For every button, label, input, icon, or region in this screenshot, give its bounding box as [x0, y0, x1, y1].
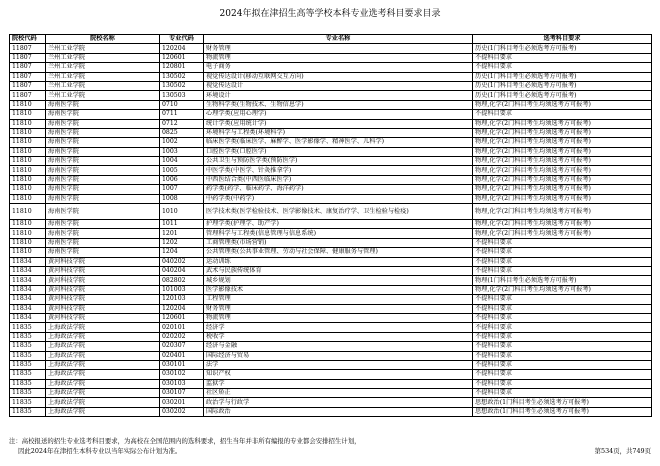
cell-major-code: 120801 [160, 63, 204, 72]
cell-school-name: 上海政法学院 [46, 332, 160, 341]
table-row [10, 81, 652, 90]
cell-requirement: 不提科目要求 [473, 295, 652, 304]
cell-school-code: 11810 [10, 229, 46, 238]
cell-school-name: 黄河科技学院 [46, 285, 160, 294]
cell-major-code: 1010 [160, 204, 204, 220]
cell-major-code: 020307 [160, 342, 204, 351]
cell-requirement: 物理,化学(2门科目考生均须选考方可报考) [473, 119, 652, 128]
cell-requirement: 思想政治(1门科目考生必须选考方可报考) [473, 407, 652, 416]
cell-major-code: 030202 [160, 407, 204, 416]
header-school-code: 院校代码 [10, 35, 46, 44]
cell-school-code: 11835 [10, 379, 46, 388]
cell-major-code: 082802 [160, 276, 204, 285]
cell-school-code: 11834 [10, 313, 46, 322]
cell-school-code: 11835 [10, 407, 46, 416]
cell-school-name: 海南医学院 [46, 248, 160, 257]
cell-major-name: 运动训练 [204, 257, 473, 266]
cell-school-name: 海南医学院 [46, 138, 160, 147]
cell-requirement: 物理,化学(2门科目考生均须选考方可报考) [473, 194, 652, 203]
cell-requirement: 不提科目要求 [473, 351, 652, 360]
cell-requirement: 不提科目要求 [473, 370, 652, 379]
cell-school-name: 上海政法学院 [46, 342, 160, 351]
cell-major-name: 国际政治 [204, 407, 473, 416]
cell-major-name: 口腔医学类(口腔医学) [204, 147, 473, 156]
cell-major-code: 1204 [160, 248, 204, 257]
cell-major-code: 1004 [160, 157, 204, 166]
cell-school-name: 兰州工业学院 [46, 81, 160, 90]
table-row [10, 53, 652, 62]
cell-major-name: 城乡规划 [204, 276, 473, 285]
cell-major-name: 政治学与行政学 [204, 398, 473, 407]
cell-major-name: 药学类(药学、临床药学、海洋药学) [204, 185, 473, 194]
table-row [10, 398, 652, 407]
cell-major-code: 1011 [160, 220, 204, 229]
table-row [10, 138, 652, 147]
cell-major-name: 统计学类(应用统计学) [204, 119, 473, 128]
cell-school-code: 11835 [10, 389, 46, 398]
cell-major-name: 监狱学 [204, 379, 473, 388]
cell-major-name: 管理科学与工程类(信息管理与信息系统) [204, 229, 473, 238]
cell-major-code: 030103 [160, 379, 204, 388]
cell-school-code: 11810 [10, 185, 46, 194]
cell-school-name: 黄河科技学院 [46, 257, 160, 266]
cell-school-code: 11834 [10, 295, 46, 304]
table-row [10, 100, 652, 109]
cell-major-name: 社区矫正 [204, 389, 473, 398]
cell-school-code: 11807 [10, 53, 46, 62]
cell-school-code: 11835 [10, 370, 46, 379]
cell-school-name: 上海政法学院 [46, 360, 160, 369]
cell-major-code: 0711 [160, 110, 204, 119]
cell-school-name: 上海政法学院 [46, 407, 160, 416]
cell-school-code: 11810 [10, 220, 46, 229]
cell-major-code: 030107 [160, 389, 204, 398]
footer-note-line-2: 因此2024年在津招生本科专业以当年实际公布计划为准。 [18, 447, 182, 455]
table-row [10, 285, 652, 294]
cell-major-code: 130503 [160, 91, 204, 100]
cell-major-name: 法学 [204, 360, 473, 369]
cell-major-code: 040202 [160, 257, 204, 266]
header-major-code: 专业代码 [160, 35, 204, 44]
cell-school-code: 11810 [10, 166, 46, 175]
cell-school-code: 11835 [10, 360, 46, 369]
cell-school-name: 海南医学院 [46, 119, 160, 128]
cell-major-name: 物流管理 [204, 313, 473, 322]
cell-major-code: 1003 [160, 147, 204, 156]
cell-major-code: 0825 [160, 128, 204, 137]
cell-major-name: 中西医结合类(中西医临床医学) [204, 175, 473, 184]
cell-major-name: 环境科学与工程类(环境科学) [204, 128, 473, 137]
cell-major-code: 1008 [160, 194, 204, 203]
cell-requirement: 不提科目要求 [473, 323, 652, 332]
cell-school-code: 11835 [10, 332, 46, 341]
table-row [10, 304, 652, 313]
cell-school-code: 11835 [10, 323, 46, 332]
cell-major-code: 101003 [160, 285, 204, 294]
cell-major-name: 经济学 [204, 323, 473, 332]
cell-school-code: 11807 [10, 63, 46, 72]
cell-major-code: 030102 [160, 370, 204, 379]
cell-major-code: 130502 [160, 81, 204, 90]
table-row [10, 257, 652, 266]
cell-requirement: 不提科目要求 [473, 110, 652, 119]
cell-school-name: 上海政法学院 [46, 323, 160, 332]
footer-note-line-1: 注：高校报送的招生专业选考科目要求，为高校在全国范围内的选科要求，招生当年并非所有编报的专业都会安排招生计划， [9, 437, 361, 445]
cell-requirement: 不提科目要求 [473, 53, 652, 62]
cell-major-code: 1005 [160, 166, 204, 175]
cell-major-name: 临床医学类(临床医学、麻醉学、医学影像学、精神医学、儿科学) [204, 138, 473, 147]
cell-major-code: 1201 [160, 229, 204, 238]
table-row [10, 313, 652, 322]
cell-requirement: 物理,化学(2门科目考生均须选考方可报考) [473, 166, 652, 175]
document-title: 2024年拟在津招生高等学校本科专业选考科目要求目录 [219, 9, 441, 19]
cell-school-name: 海南医学院 [46, 204, 160, 220]
table-row [10, 175, 652, 184]
cell-school-name: 黄河科技学院 [46, 276, 160, 285]
cell-school-name: 海南医学院 [46, 194, 160, 203]
table-row [10, 370, 652, 379]
cell-school-code: 11810 [10, 175, 46, 184]
cell-major-name: 财务管理 [204, 44, 473, 53]
cell-school-code: 11810 [10, 138, 46, 147]
page-number: 第534页，共749页 [594, 447, 651, 455]
cell-major-code: 1202 [160, 238, 204, 247]
cell-school-name: 黄河科技学院 [46, 304, 160, 313]
table-row [10, 110, 652, 119]
header-requirement: 选考科目要求 [473, 35, 652, 44]
cell-requirement: 物理,化学(2门科目考生均须选考方可报考) [473, 147, 652, 156]
cell-requirement: 不提科目要求 [473, 313, 652, 322]
cell-requirement: 不提科目要求 [473, 63, 652, 72]
cell-school-code: 11810 [10, 157, 46, 166]
cell-major-name: 视觉传达设计(移动互联网交互方向) [204, 72, 473, 81]
cell-major-name: 中药学类(中药学) [204, 194, 473, 203]
header-major-name: 专业名称 [204, 35, 473, 44]
cell-major-name: 生物科学类(生物技术、生物信息学) [204, 100, 473, 109]
cell-major-code: 030101 [160, 360, 204, 369]
cell-requirement: 思想政治(1门科目考生必须选考方可报考) [473, 398, 652, 407]
cell-school-code: 11834 [10, 266, 46, 275]
cell-requirement: 不提科目要求 [473, 360, 652, 369]
cell-school-name: 上海政法学院 [46, 370, 160, 379]
cell-major-code: 120204 [160, 304, 204, 313]
cell-major-code: 040204 [160, 266, 204, 275]
table-row [10, 238, 652, 247]
cell-major-name: 电子商务 [204, 63, 473, 72]
cell-major-code: 020401 [160, 351, 204, 360]
cell-requirement: 物理,化学(2门科目考生均须选考方可报考) [473, 175, 652, 184]
table-row [10, 220, 652, 229]
cell-school-code: 11807 [10, 81, 46, 90]
cell-requirement: 物理,化学(2门科目考生均须选考方可报考) [473, 220, 652, 229]
cell-major-name: 护理学类(护理学、助产学) [204, 220, 473, 229]
table-row [10, 295, 652, 304]
table-row [10, 194, 652, 203]
cell-major-name: 国际经济与贸易 [204, 351, 473, 360]
cell-requirement: 物理,化学(2门科目考生均须选考方可报考) [473, 157, 652, 166]
cell-requirement: 物理,化学(2门科目考生均须选考方可报考) [473, 285, 652, 294]
cell-school-name: 上海政法学院 [46, 398, 160, 407]
cell-school-name: 海南医学院 [46, 100, 160, 109]
table-row [10, 276, 652, 285]
cell-major-name: 心理学类(应用心理学) [204, 110, 473, 119]
cell-requirement: 物理(1门科目考生必须选考方可报考) [473, 276, 652, 285]
cell-school-code: 11810 [10, 204, 46, 220]
cell-major-code: 1007 [160, 185, 204, 194]
cell-school-name: 海南医学院 [46, 185, 160, 194]
cell-major-code: 120601 [160, 53, 204, 62]
table-row [10, 119, 652, 128]
cell-school-code: 11810 [10, 194, 46, 203]
cell-school-name: 兰州工业学院 [46, 91, 160, 100]
cell-requirement: 不提科目要求 [473, 238, 652, 247]
cell-major-name: 物流管理 [204, 53, 473, 62]
cell-requirement: 物理,化学(2门科目考生均须选考方可报考) [473, 185, 652, 194]
cell-requirement: 不提科目要求 [473, 257, 652, 266]
cell-school-name: 海南医学院 [46, 147, 160, 156]
cell-school-code: 11810 [10, 147, 46, 156]
cell-major-name: 医学影像技术 [204, 285, 473, 294]
cell-school-code: 11807 [10, 91, 46, 100]
cell-school-code: 11834 [10, 257, 46, 266]
cell-school-code: 11810 [10, 110, 46, 119]
cell-major-code: 020101 [160, 323, 204, 332]
cell-major-code: 120103 [160, 295, 204, 304]
table-row [10, 204, 652, 220]
cell-major-name: 税收学 [204, 332, 473, 341]
cell-school-code: 11810 [10, 248, 46, 257]
table-row [10, 44, 652, 53]
cell-requirement: 物理,化学(2门科目考生均须选考方可报考) [473, 138, 652, 147]
cell-requirement: 历史(1门科目考生必须选考方可报考) [473, 81, 652, 90]
cell-major-name: 工程管理 [204, 295, 473, 304]
cell-requirement: 历史(1门科目考生必须选考方可报考) [473, 91, 652, 100]
cell-major-code: 120601 [160, 313, 204, 322]
cell-school-name: 兰州工业学院 [46, 72, 160, 81]
cell-major-code: 0712 [160, 119, 204, 128]
cell-major-name: 知识产权 [204, 370, 473, 379]
cell-requirement: 不提科目要求 [473, 304, 652, 313]
table-row [10, 185, 652, 194]
cell-school-code: 11810 [10, 100, 46, 109]
table-row [10, 389, 652, 398]
cell-school-name: 海南医学院 [46, 229, 160, 238]
cell-school-name: 海南医学院 [46, 238, 160, 247]
cell-major-code: 0710 [160, 100, 204, 109]
cell-school-code: 11807 [10, 72, 46, 81]
cell-requirement: 物理,化学(2门科目考生均须选考方可报考) [473, 204, 652, 220]
cell-requirement: 历史(1门科目考生必须选考方可报考) [473, 72, 652, 81]
cell-major-name: 武术与民族传统体育 [204, 266, 473, 275]
cell-requirement: 物理,化学(2门科目考生均须选考方可报考) [473, 128, 652, 137]
cell-school-code: 11835 [10, 351, 46, 360]
cell-school-code: 11834 [10, 304, 46, 313]
cell-school-name: 黄河科技学院 [46, 313, 160, 322]
cell-school-name: 兰州工业学院 [46, 63, 160, 72]
cell-major-name: 环境设计 [204, 91, 473, 100]
cell-school-code: 11810 [10, 238, 46, 247]
table-row [10, 379, 652, 388]
table-row [10, 72, 652, 81]
cell-school-code: 11810 [10, 128, 46, 137]
cell-major-name: 公共管理类(公共事业管理、劳动与社会保障、健康服务与管理) [204, 248, 473, 257]
cell-requirement: 物理,化学(2门科目考生均须选考方可报考) [473, 229, 652, 238]
cell-school-name: 海南医学院 [46, 175, 160, 184]
table-row [10, 360, 652, 369]
cell-major-code: 020202 [160, 332, 204, 341]
cell-school-code: 11834 [10, 276, 46, 285]
cell-requirement: 不提科目要求 [473, 342, 652, 351]
table-row [10, 342, 652, 351]
cell-major-code: 1002 [160, 138, 204, 147]
table-row [10, 332, 652, 341]
table-row [10, 91, 652, 100]
header-school-name: 院校名称 [46, 35, 160, 44]
table-row [10, 266, 652, 275]
cell-major-name: 工商管理类(市场营销) [204, 238, 473, 247]
table-row [10, 166, 652, 175]
table-row [10, 351, 652, 360]
cell-school-code: 11807 [10, 44, 46, 53]
cell-requirement: 不提科目要求 [473, 332, 652, 341]
table-row [10, 128, 652, 137]
cell-school-name: 海南医学院 [46, 220, 160, 229]
cell-school-name: 兰州工业学院 [46, 53, 160, 62]
cell-requirement: 不提科目要求 [473, 389, 652, 398]
cell-school-name: 海南医学院 [46, 110, 160, 119]
table-row [10, 229, 652, 238]
cell-school-name: 上海政法学院 [46, 351, 160, 360]
table-body [10, 44, 652, 417]
cell-major-code: 120204 [160, 44, 204, 53]
requirements-table [9, 34, 652, 417]
cell-school-name: 海南医学院 [46, 166, 160, 175]
cell-school-name: 海南医学院 [46, 128, 160, 137]
cell-school-name: 兰州工业学院 [46, 44, 160, 53]
cell-major-code: 030201 [160, 398, 204, 407]
cell-major-code: 130502 [160, 72, 204, 81]
cell-school-name: 上海政法学院 [46, 379, 160, 388]
cell-requirement: 不提科目要求 [473, 248, 652, 257]
table-row [10, 63, 652, 72]
cell-major-name: 财务管理 [204, 304, 473, 313]
cell-requirement: 不提科目要求 [473, 379, 652, 388]
cell-school-name: 黄河科技学院 [46, 295, 160, 304]
cell-school-code: 11835 [10, 398, 46, 407]
cell-major-name: 医学技术类(医学检验技术、医学影像技术、康复治疗学、卫生检验与检疫) [204, 204, 473, 220]
table-row [10, 147, 652, 156]
cell-major-name: 经济与金融 [204, 342, 473, 351]
cell-requirement: 历史(1门科目考生必须选考方可报考) [473, 44, 652, 53]
cell-school-name: 黄河科技学院 [46, 266, 160, 275]
cell-major-name: 中医学类(中医学、针灸推拿学) [204, 166, 473, 175]
table-row [10, 157, 652, 166]
table-header-row [10, 35, 652, 44]
cell-school-code: 11834 [10, 285, 46, 294]
cell-major-code: 1006 [160, 175, 204, 184]
cell-major-name: 视觉传达设计 [204, 81, 473, 90]
table-row [10, 248, 652, 257]
footer-note [9, 436, 651, 456]
cell-requirement: 不提科目要求 [473, 266, 652, 275]
table-row [10, 407, 652, 416]
cell-school-code: 11835 [10, 342, 46, 351]
cell-school-code: 11810 [10, 119, 46, 128]
cell-requirement: 物理,化学(2门科目考生均须选考方可报考) [473, 100, 652, 109]
cell-major-name: 公共卫生与预防医学类(预防医学) [204, 157, 473, 166]
cell-school-name: 上海政法学院 [46, 389, 160, 398]
cell-school-name: 海南医学院 [46, 157, 160, 166]
table-row [10, 323, 652, 332]
